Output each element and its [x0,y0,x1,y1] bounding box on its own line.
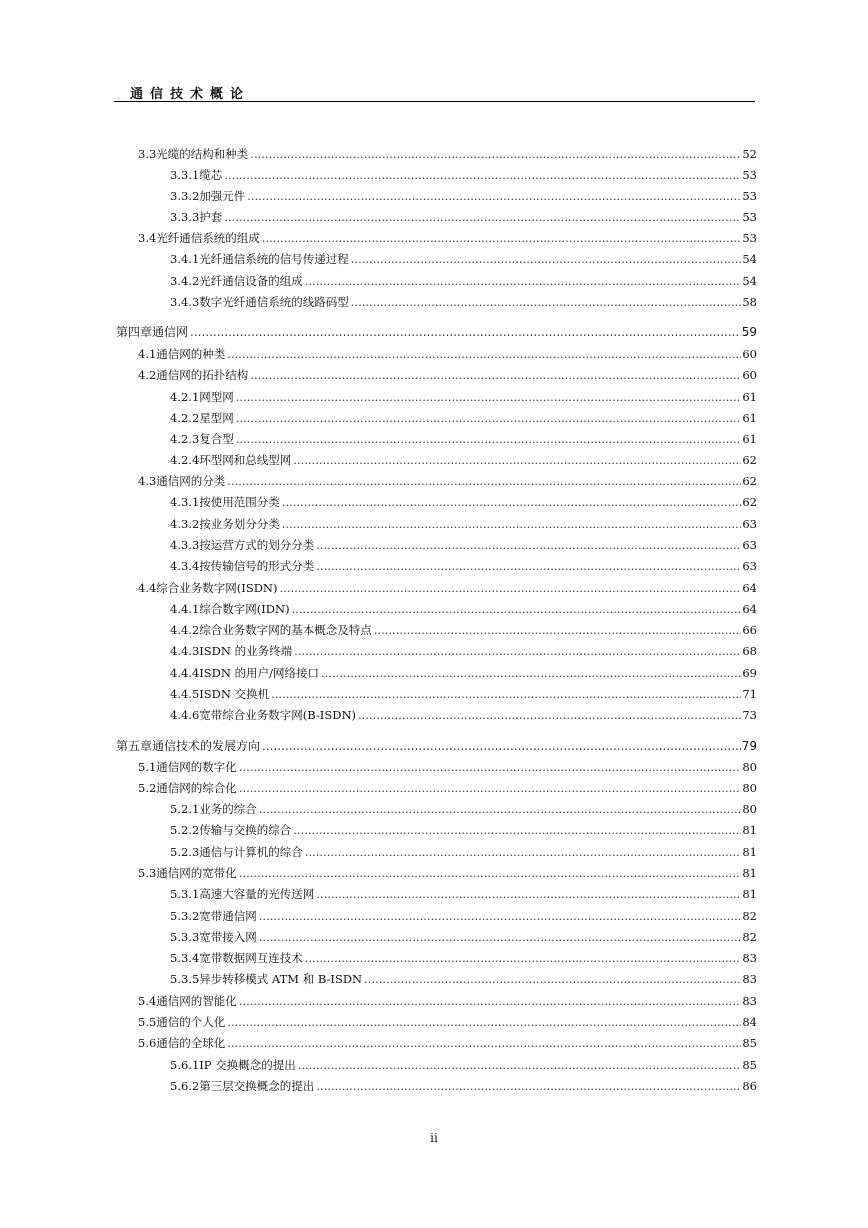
toc-entry-title: 通信技术的发展方向 [152,739,261,753]
toc-entry-title: 通信的个人化 [156,1015,226,1029]
toc-entry-number: 3.4 [138,231,157,245]
toc-entry-number: 3.3 [138,147,157,161]
toc-entry[interactable] [170,950,757,965]
dot-leader [321,666,741,680]
dot-leader [351,295,742,309]
dot-leader [227,347,741,361]
toc-entry-number: 5.3.4 [170,951,200,965]
toc-entry-page: 52 [742,147,757,161]
toc-entry-title: 护套 [199,210,223,224]
toc-entry[interactable] [170,801,757,816]
toc-entry-title: 通信的全球化 [156,1036,226,1050]
toc-entry-title: 按传输信号的形式分类 [199,559,315,573]
toc-entry-page: 82 [742,909,757,923]
toc-entry-number: 5.6 [138,1036,157,1050]
toc-entry[interactable] [170,822,757,837]
toc-entry[interactable] [170,665,757,680]
dot-leader [279,581,741,595]
toc-entry-number: 4.2.1 [170,390,200,404]
toc-entry-number: 4.3.1 [170,495,200,509]
toc-entry-page: 53 [742,168,757,182]
dot-leader [282,495,742,509]
toc-entry-number: 4.3.2 [170,517,200,531]
dot-leader [250,147,741,161]
toc-entry-title: 传输与交换的综合 [199,823,292,837]
toc-chapter-entry[interactable] [116,323,757,338]
toc-entry-page: 71 [742,687,757,701]
toc-entry[interactable] [138,580,757,595]
toc-entry-page: 79 [741,739,757,753]
toc-entry-title: 业务的综合 [199,802,257,816]
dot-leader [293,823,741,837]
toc-entry[interactable] [170,251,757,266]
dot-leader [259,802,742,816]
toc-entry-page: 63 [742,538,757,552]
dot-leader [224,168,741,182]
toc-entry-number: 4.3.3 [170,538,200,552]
dot-leader [236,432,742,446]
dot-leader [364,972,741,986]
toc-entry-number: 3.3.2 [170,189,200,203]
toc-entry-title: 通信网的种类 [156,347,226,361]
toc-entry[interactable] [138,230,757,245]
toc-entry[interactable] [138,146,757,161]
toc-entry-title: 综合数字网(IDN) [199,602,290,616]
toc-entry[interactable] [170,516,757,531]
toc-entry-title: 异步转移模式 ATM 和 B-ISDN [199,972,363,986]
toc-entry-number: 4.4.3 [170,644,200,658]
toc-entry-page: 85 [742,1036,757,1050]
page-number: ii [430,1131,438,1145]
toc-entry-page: 81 [742,823,757,837]
toc-entry-page: 80 [742,760,757,774]
toc-entry-number: 5.6.1 [170,1058,200,1072]
toc-entry-number: 5.2 [138,781,157,795]
toc-entry-number: 3.3.3 [170,210,200,224]
toc-entry-number: 4.4.1 [170,602,200,616]
toc-entry[interactable] [170,929,757,944]
toc-entry-page: 53 [742,231,757,245]
toc-entry-title: 通信网的数字化 [156,760,237,774]
toc-entry[interactable] [170,844,757,859]
dot-leader [227,1015,741,1029]
toc-entry-number: 第四章 [116,325,153,339]
toc-entry-title: 通信网的智能化 [156,994,237,1008]
toc-entry-title: 光缆的结构和种类 [156,147,249,161]
dot-leader [239,781,742,795]
toc-entry-title: 高速大容量的光传送网 [199,887,315,901]
dot-leader [190,325,741,339]
toc-entry-page: 53 [742,189,757,203]
toc-entry-page: 54 [742,252,757,266]
dot-leader [298,1058,742,1072]
toc-entry[interactable] [138,780,757,795]
toc-entry[interactable] [170,494,757,509]
toc-entry-page: 59 [741,325,757,339]
dot-leader [316,887,741,901]
toc-entry-number: 5.3.2 [170,909,200,923]
dot-leader [239,866,742,880]
dot-leader [227,1036,741,1050]
toc-entry-number: 5.3.5 [170,972,200,986]
toc-entry[interactable] [170,537,757,552]
toc-entry-title: 第三层交换概念的提出 [199,1079,315,1093]
dot-leader [305,845,742,859]
toc-entry-number: 5.5 [138,1015,157,1029]
toc-entry-title: 通信网的分类 [156,474,226,488]
toc-entry-page: 83 [742,994,757,1008]
toc-entry-page: 60 [742,368,757,382]
dot-leader [294,644,741,658]
toc-entry[interactable] [170,389,757,404]
toc-entry[interactable] [170,622,757,637]
toc-entry-number: 4.2 [138,368,157,382]
toc-entry-page: 62 [742,453,757,467]
toc-entry-title: IP 交换概念的提出 [199,1058,296,1072]
dot-leader [262,739,741,753]
dot-leader [239,994,742,1008]
toc-entry[interactable] [170,1078,757,1093]
toc-entry[interactable] [170,886,757,901]
dot-leader [271,687,741,701]
toc-entry[interactable] [170,601,757,616]
toc-entry-page: 84 [742,1015,757,1029]
toc-entry[interactable] [170,908,757,923]
toc-entry-number: 4.1 [138,347,157,361]
toc-entry-page: 68 [742,644,757,658]
toc-entry-page: 62 [742,474,757,488]
toc-entry-number: 第五章 [116,739,153,753]
toc-entry-title: 综合业务数字网(ISDN) [156,581,278,595]
toc-entry[interactable] [138,367,757,382]
toc-entry-number: 5.3.1 [170,887,200,901]
dot-leader [239,760,742,774]
toc-entry-page: 62 [742,495,757,509]
dot-leader [236,390,742,404]
toc-entry-number: 3.4.1 [170,252,200,266]
toc-entry-page: 85 [742,1058,757,1072]
toc-entry-title: 光纤通信系统的信号传递过程 [199,252,349,266]
toc-entry-page: 80 [742,802,757,816]
dot-leader [250,368,741,382]
toc-entry[interactable] [138,993,757,1008]
toc-entry-title: 网型网 [199,390,234,404]
toc-entry-page: 63 [742,559,757,573]
toc-entry-title: 光纤通信设备的组成 [199,274,303,288]
toc-entry[interactable] [138,865,757,880]
toc-entry-title: 通信网的综合化 [156,781,237,795]
toc-entry-number: 4.4.5 [170,687,200,701]
toc-entry-number: 5.3.3 [170,930,200,944]
toc-entry[interactable] [138,1035,757,1050]
toc-chapter-entry[interactable] [116,737,757,752]
toc-entry-title: 环型网和总线型网 [199,453,292,467]
toc-entry-page: 64 [742,581,757,595]
toc-entry-title: 通信与计算机的综合 [199,845,303,859]
toc-entry[interactable] [170,558,757,573]
toc-entry[interactable] [170,707,757,722]
dot-leader [247,189,741,203]
toc-entry-page: 64 [742,602,757,616]
toc-entry-number: 5.2.3 [170,845,200,859]
toc-entry-page: 63 [742,517,757,531]
toc-entry-page: 86 [742,1079,757,1093]
toc-entry-number: 3.4.3 [170,295,200,309]
toc-entry-page: 81 [742,845,757,859]
dot-leader [227,474,741,488]
toc-entry-number: 5.2.2 [170,823,200,837]
toc-entry-number: 5.6.2 [170,1079,200,1093]
toc-entry-number: 4.4.2 [170,623,200,637]
dot-leader [316,538,741,552]
toc-entry[interactable] [170,643,757,658]
dot-leader [259,909,742,923]
toc-entry-page: 61 [742,432,757,446]
toc-entry-title: 星型网 [199,411,234,425]
toc-entry[interactable] [170,410,757,425]
toc-entry-page: 66 [742,623,757,637]
toc-entry-title: 综合业务数字网的基本概念及特点 [199,623,372,637]
toc-entry-title: 缆芯 [199,168,223,182]
toc-entry-title: 宽带综合业务数字网(B-ISDN) [199,708,356,722]
dot-leader [316,1079,741,1093]
toc-entry-title: 通信网的宽带化 [156,866,237,880]
toc-entry-page: 82 [742,930,757,944]
toc-entry-number: 4.4.6 [170,708,200,722]
toc-entry-title: 宽带接入网 [199,930,257,944]
toc-entry-page: 80 [742,781,757,795]
toc-entry-number: 4.4 [138,581,157,595]
toc-entry-page: 54 [742,274,757,288]
dot-leader [262,231,742,245]
toc-entry-page: 58 [742,295,757,309]
toc-entry[interactable] [138,1014,757,1029]
toc-entry-number: 5.3 [138,866,157,880]
toc-entry[interactable] [170,452,757,467]
toc-entry[interactable] [170,167,757,182]
dot-leader [374,623,742,637]
toc-entry-title: 按业务划分分类 [199,517,280,531]
toc-entry-number: 5.4 [138,994,157,1008]
dot-leader [224,210,741,224]
toc-entry[interactable] [170,273,757,288]
dot-leader [236,411,742,425]
toc-entry-title: ISDN 交换机 [199,687,270,701]
dot-leader [259,930,742,944]
toc-entry-page: 73 [742,708,757,722]
dot-leader [305,951,742,965]
toc-entry[interactable] [170,971,757,986]
toc-entry-page: 69 [742,666,757,680]
toc-entry[interactable] [170,1057,757,1072]
toc-entry-number: 4.2.4 [170,453,200,467]
toc-entry-title: 加强元件 [199,189,246,203]
toc-entry-page: 61 [742,411,757,425]
toc-entry-page: 81 [742,887,757,901]
dot-leader [292,602,742,616]
toc-entry-number: 4.2.2 [170,411,200,425]
header-rule [114,101,755,102]
toc-entry-title: 通信网 [152,325,189,339]
dot-leader [305,274,742,288]
dot-leader [351,252,742,266]
toc-entry-title: ISDN 的业务终端 [199,644,293,658]
toc-entry-title: 宽带数据网互连技术 [199,951,303,965]
toc-entry-number: 5.1 [138,760,157,774]
toc-entry-page: 81 [742,866,757,880]
dot-leader [293,453,741,467]
toc-entry-title: ISDN 的用户/网络接口 [199,666,319,680]
toc-entry-title: 按使用范围分类 [199,495,280,509]
toc-entry-number: 3.4.2 [170,274,200,288]
toc-entry-number: 4.2.3 [170,432,200,446]
dot-leader [316,559,741,573]
toc-entry[interactable] [138,473,757,488]
toc-entry[interactable] [170,209,757,224]
dot-leader [358,708,741,722]
toc-entry[interactable] [138,759,757,774]
toc-entry[interactable] [138,346,757,361]
toc-entry-number: 3.3.1 [170,168,200,182]
toc-entry-title: 复合型 [199,432,234,446]
toc-entry-number: 4.4.4 [170,666,200,680]
toc-entry-page: 83 [742,972,757,986]
toc-entry-number: 5.2.1 [170,802,200,816]
toc-entry-title: 通信网的拓扑结构 [156,368,249,382]
toc-entry-page: 60 [742,347,757,361]
toc-entry-page: 61 [742,390,757,404]
toc-entry-title: 按运营方式的划分分类 [199,538,315,552]
toc-entry-title: 光纤通信系统的组成 [156,231,260,245]
toc-entry-title: 宽带通信网 [199,909,257,923]
toc-entry[interactable] [170,686,757,701]
toc-entry-number: 4.3 [138,474,157,488]
dot-leader [282,517,742,531]
running-header-title: 通信技术概论 [130,87,251,102]
toc-entry-number: 4.3.4 [170,559,200,573]
toc-entry[interactable] [170,431,757,446]
toc-entry-title: 数字光纤通信系统的线路码型 [199,295,349,309]
toc-entry-page: 83 [742,951,757,965]
toc-entry-page: 53 [742,210,757,224]
toc-entry[interactable] [170,188,757,203]
toc-entry[interactable] [170,294,757,309]
